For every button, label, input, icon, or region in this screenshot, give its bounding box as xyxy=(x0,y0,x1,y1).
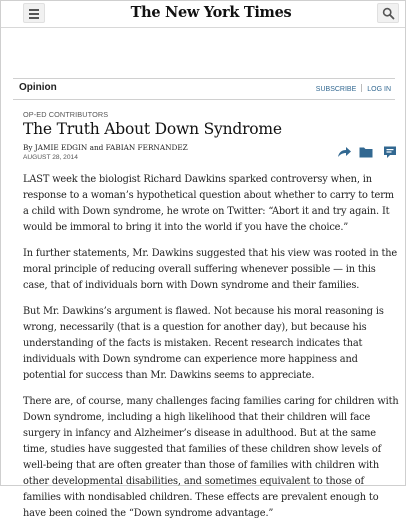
hamburger-menu-icon xyxy=(29,9,39,11)
comment-button[interactable] xyxy=(382,144,398,160)
subscribe-link[interactable]: SUBSCRIBE xyxy=(315,86,357,93)
article-kicker: OP-ED CONTRIBUTORS xyxy=(23,110,109,119)
share-icon xyxy=(336,144,352,160)
save-icon xyxy=(358,144,374,160)
save-button[interactable] xyxy=(358,144,374,160)
article-paragraph: LAST week the biologist Richard Dawkins sparked controversy when, in response to a woman’s hypothetical question about whether to carry to term a child with Down syndrome, he wrote on Twitter: “Abort it and try again. It would be immoral to bring it into the world if you have the choice.” xyxy=(23,174,394,233)
section-name[interactable]: Opinion xyxy=(19,82,57,93)
article-body xyxy=(23,172,399,532)
article-byline: By JAMIE EDGIN and FABIAN FERNANDEZ xyxy=(23,143,188,152)
section-bar xyxy=(13,78,395,100)
menu-button[interactable] xyxy=(23,3,45,23)
article-paragraph: There are, of course, many challenges facing families caring for children with Down syndrome, including a high likelihood that their children will face surgery in infancy and Alzheimer’s disease in adulthood. But at the same time, studies have suggested that families of these children show levels of well-being that are often greater than those of families with children with other developmental disabilities, and sometimes equivalent to those of families with nondisabled children. These effects are prevalent enough to have been coined the “Down syndrome advantage.” xyxy=(23,396,399,519)
article-date: AUGUST 28, 2014 xyxy=(23,154,78,161)
article-paragraph: But Mr. Dawkins’s argument is flawed. Not because his moral reasoning is wrong, necessarily (that is a question for another day), but because his understanding of the facts is mistaken. Recent research indicates that individuals with Down syndrome can experience more happiness and potential for success than Mr. Dawkins seems to appreciate. xyxy=(23,306,384,381)
masthead xyxy=(1,1,405,28)
share-button[interactable] xyxy=(336,144,352,160)
link-divider xyxy=(361,84,362,92)
search-button[interactable] xyxy=(377,3,399,23)
login-link[interactable]: LOG IN xyxy=(367,86,391,93)
search-icon xyxy=(382,7,395,20)
article-paragraph: In further statements, Mr. Dawkins suggested that his view was rooted in the moral principle of reducing overall suffering whenever possible — in this case, that of individuals born with Down syndrome and their families. xyxy=(23,248,398,291)
nyt-logo[interactable]: The New York Times xyxy=(130,4,292,21)
account-links xyxy=(316,84,391,93)
comment-icon xyxy=(382,144,398,160)
article-tools xyxy=(334,144,398,162)
article-headline: The Truth About Down Syndrome xyxy=(23,120,282,138)
